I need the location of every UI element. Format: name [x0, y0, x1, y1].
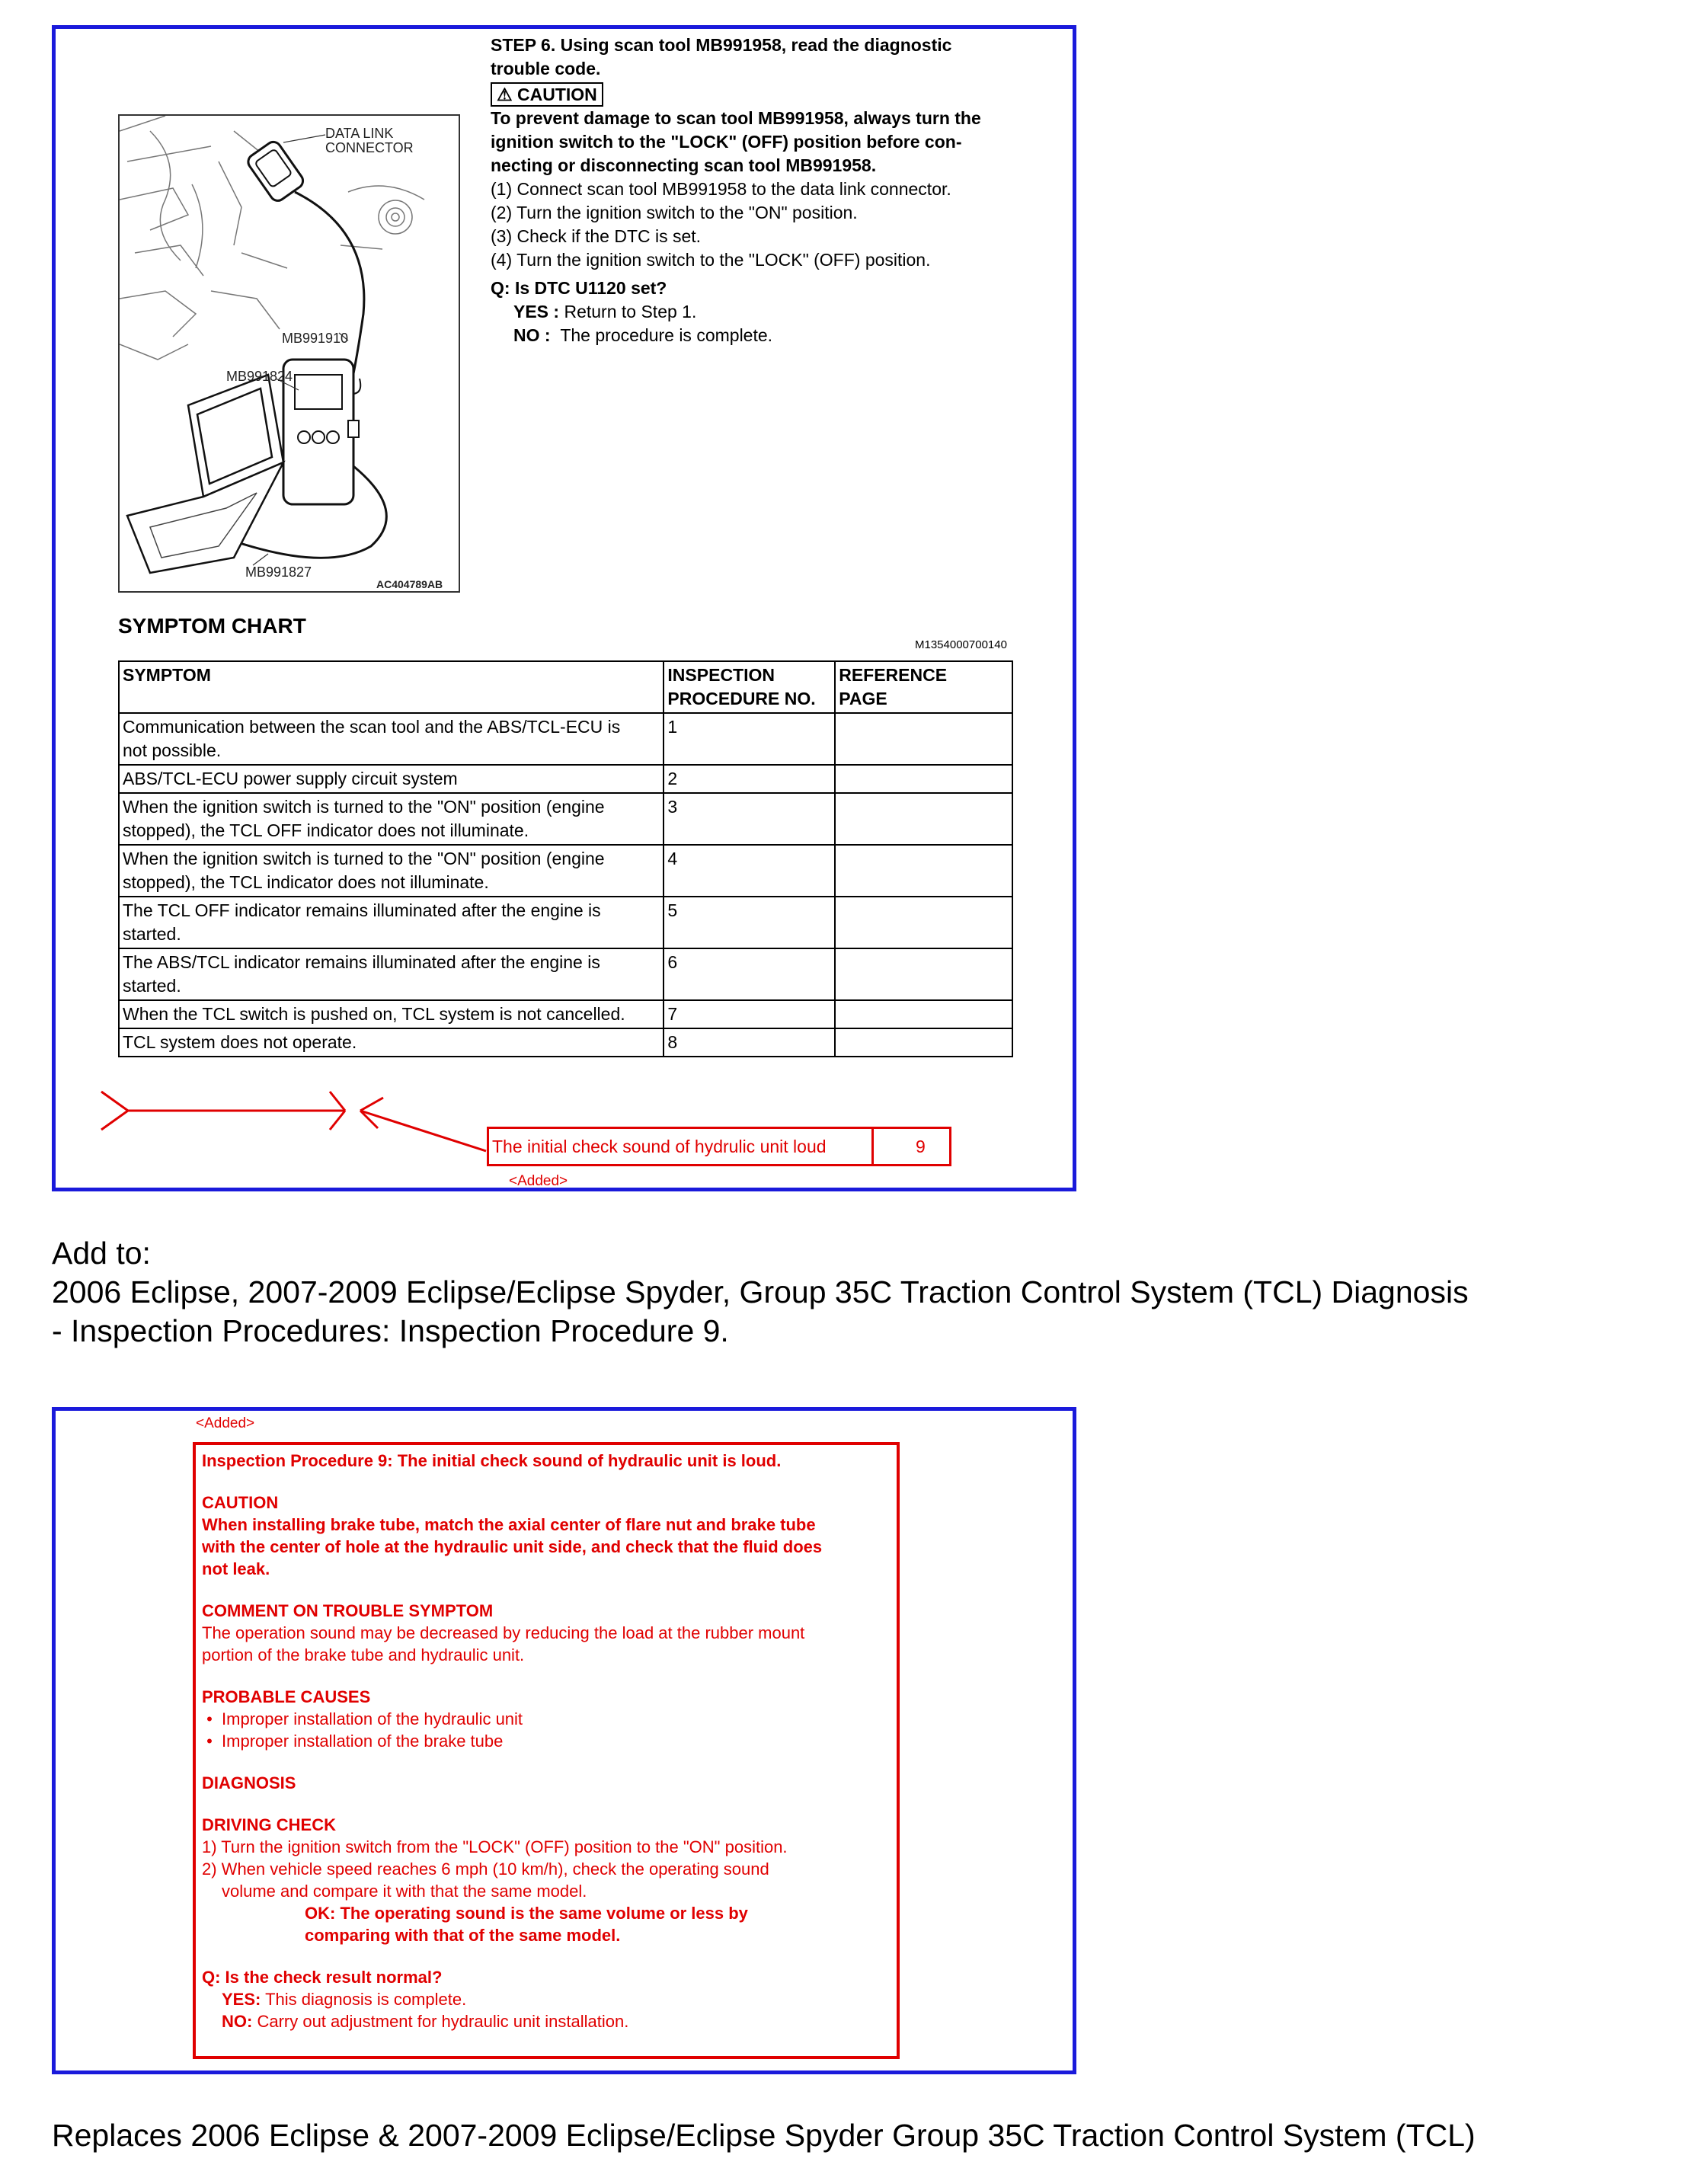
label-mb991824: MB991824 — [226, 369, 293, 384]
add-to-heading: Add to: — [52, 1236, 151, 1271]
figure-id: AC404789AB — [376, 578, 443, 590]
caution-line-1: To prevent damage to scan tool MB991958, always turn the — [491, 108, 981, 128]
symptom-cell: The TCL OFF indicator remains illuminated after the engine is started. — [119, 897, 664, 948]
comment-heading: COMMENT ON TROUBLE SYMPTOM — [202, 1601, 494, 1620]
caution-line-2: with the center of hole at the hydraulic unit side, and check that the fluid does — [202, 1537, 823, 1556]
add-to-line-2: 2006 Eclipse, 2007-2009 Eclipse/Eclipse Spyder, Group 35C Traction Control System (TCL) Diagnosis — [52, 1274, 1469, 1309]
reference-cell — [835, 713, 1012, 765]
table-row — [119, 765, 1012, 793]
reference-cell — [835, 793, 1012, 845]
symptom-cell: ABS/TCL-ECU power supply circuit system — [119, 765, 664, 793]
yes-text: This diagnosis is complete. — [265, 1990, 467, 2009]
step-heading: STEP 6. Using scan tool MB991958, read the diagnostic trouble code. — [491, 35, 952, 78]
no-answer — [202, 2010, 891, 2032]
yes-label: YES: — [222, 1990, 261, 2009]
driving-step-2-cont: volume and compare it with that the same model. — [222, 1882, 587, 1901]
step-item-1: (1) Connect scan tool MB991958 to the data link connector. — [491, 179, 951, 199]
caution-line-3: necting or disconnecting scan tool MB991958. — [491, 155, 877, 175]
symptom-cell: Communication between the scan tool and the ABS/TCL-ECU is not possible. — [119, 713, 664, 765]
symptom-table — [118, 660, 1013, 1057]
added-symptom-text: The initial check sound of hydrulic unit loud — [492, 1137, 827, 1156]
table-row — [119, 1000, 1012, 1028]
driving-step-2: 2) When vehicle speed reaches 6 mph (10 km/h), check the operating sound — [202, 1859, 769, 1879]
no-answer — [491, 324, 1039, 347]
caution-box — [491, 82, 603, 107]
procedure-cell: 5 — [664, 897, 835, 948]
yes-label: YES : — [513, 302, 560, 321]
added-procedure-number: 9 — [916, 1137, 926, 1156]
table-row — [119, 793, 1012, 845]
bottom-panel — [52, 1407, 1076, 2074]
procedure-title: Inspection Procedure 9: The initial check sound of hydraulic unit is loud. — [202, 1451, 782, 1470]
ok-line-1: OK: The operating sound is the same volume or less by — [305, 1904, 748, 1923]
procedure-cell: 2 — [664, 765, 835, 793]
driving-check-heading: DRIVING CHECK — [202, 1815, 337, 1834]
reference-cell — [835, 1028, 1012, 1057]
added-tag-bottom: <Added> — [196, 1415, 255, 1431]
caution-line-3: not leak. — [202, 1559, 270, 1578]
header-reference: REFERENCE PAGE — [835, 661, 1012, 713]
replaces-footer: Replaces 2006 Eclipse & 2007-2009 Eclipse/Eclipse Spyder Group 35C Traction Control System (TCL) — [52, 2118, 1476, 2153]
reference-cell — [835, 765, 1012, 793]
step-item-3: (3) Check if the DTC is set. — [491, 226, 702, 246]
scan-tool-illustration — [120, 116, 459, 591]
question: Q: Is DTC U1120 set? — [491, 278, 667, 298]
no-label: NO : — [513, 325, 551, 345]
table-row — [119, 713, 1012, 765]
procedure-cell: 1 — [664, 713, 835, 765]
caution-line-2: ignition switch to the "LOCK" (OFF) position before con- — [491, 132, 962, 152]
reference-cell — [835, 897, 1012, 948]
symptom-cell: When the TCL switch is pushed on, TCL system is not cancelled. — [119, 1000, 664, 1028]
inspection-procedure-box — [193, 1442, 900, 2059]
added-tag-top: <Added> — [509, 1173, 568, 1189]
warning-triangle-icon: ⚠ — [497, 85, 513, 104]
diagnosis-heading: DIAGNOSIS — [202, 1773, 296, 1792]
yes-text: Return to Step 1. — [564, 302, 697, 321]
symptom-cell: When the ignition switch is turned to the "ON" position (engine stopped), the TCL OFF indicator does not illuminate. — [119, 793, 664, 845]
scan-tool-figure — [118, 114, 460, 593]
yes-answer — [202, 1988, 891, 2010]
step-item-2: (2) Turn the ignition switch to the "ON" position. — [491, 203, 858, 222]
yes-answer — [491, 300, 1039, 324]
label-data-link-2: CONNECTOR — [325, 140, 414, 155]
symptom-cell: When the ignition switch is turned to the "ON" position (engine stopped), the TCL indicator does not illuminate. — [119, 845, 664, 897]
step-item-4: (4) Turn the ignition switch to the "LOCK" (OFF) position. — [491, 250, 931, 270]
procedure-cell: 7 — [664, 1000, 835, 1028]
caution-label: CAUTION — [517, 85, 597, 104]
cause-item-1: • Improper installation of the hydraulic unit — [202, 1709, 523, 1728]
check-question: Q: Is the check result normal? — [202, 1968, 443, 1987]
insertion-arrow-icon — [98, 1084, 494, 1168]
added-row-divider — [871, 1129, 874, 1164]
added-symptom-row — [487, 1127, 951, 1166]
table-row — [119, 1028, 1012, 1057]
header-procedure: INSPECTION PROCEDURE NO. — [664, 661, 835, 713]
add-to-line-3: - Inspection Procedures: Inspection Procedure 9. — [52, 1313, 729, 1348]
driving-step-1: 1) Turn the ignition switch from the "LOCK" (OFF) position to the "ON" position. — [202, 1837, 788, 1856]
symptom-cell: TCL system does not operate. — [119, 1028, 664, 1057]
cause-item-2: • Improper installation of the brake tube — [202, 1732, 504, 1751]
table-row — [119, 948, 1012, 1000]
causes-heading: PROBABLE CAUSES — [202, 1687, 371, 1706]
no-text: Carry out adjustment for hydraulic unit installation. — [257, 2012, 629, 2031]
label-data-link-1: DATA LINK — [325, 126, 394, 141]
top-panel — [52, 25, 1076, 1191]
comment-line-1: The operation sound may be decreased by reducing the load at the rubber mount — [202, 1623, 805, 1642]
procedure-cell: 4 — [664, 845, 835, 897]
symptom-chart-id: M1354000700140 — [915, 638, 1007, 651]
symptom-chart-title: SYMPTOM CHART — [118, 614, 306, 638]
ok-line-2: comparing with that of the same model. — [305, 1926, 621, 1945]
no-text: The procedure is complete. — [560, 325, 773, 345]
procedure-cell: 8 — [664, 1028, 835, 1057]
procedure-cell: 6 — [664, 948, 835, 1000]
caution-heading: CAUTION — [202, 1493, 279, 1512]
table-row — [119, 845, 1012, 897]
reference-cell — [835, 845, 1012, 897]
comment-line-2: portion of the brake tube and hydraulic unit. — [202, 1645, 525, 1664]
reference-cell — [835, 1000, 1012, 1028]
procedure-cell: 3 — [664, 793, 835, 845]
table-header-row — [119, 661, 1012, 713]
label-mb991827: MB991827 — [245, 564, 312, 580]
table-row — [119, 897, 1012, 948]
no-label: NO: — [222, 2012, 253, 2031]
caution-line-1: When installing brake tube, match the axial center of flare nut and brake tube — [202, 1515, 816, 1534]
label-mb991910: MB991910 — [282, 331, 349, 346]
symptom-cell: The ABS/TCL indicator remains illuminated after the engine is started. — [119, 948, 664, 1000]
reference-cell — [835, 948, 1012, 1000]
header-symptom: SYMPTOM — [119, 661, 664, 713]
step-text — [491, 34, 1039, 347]
